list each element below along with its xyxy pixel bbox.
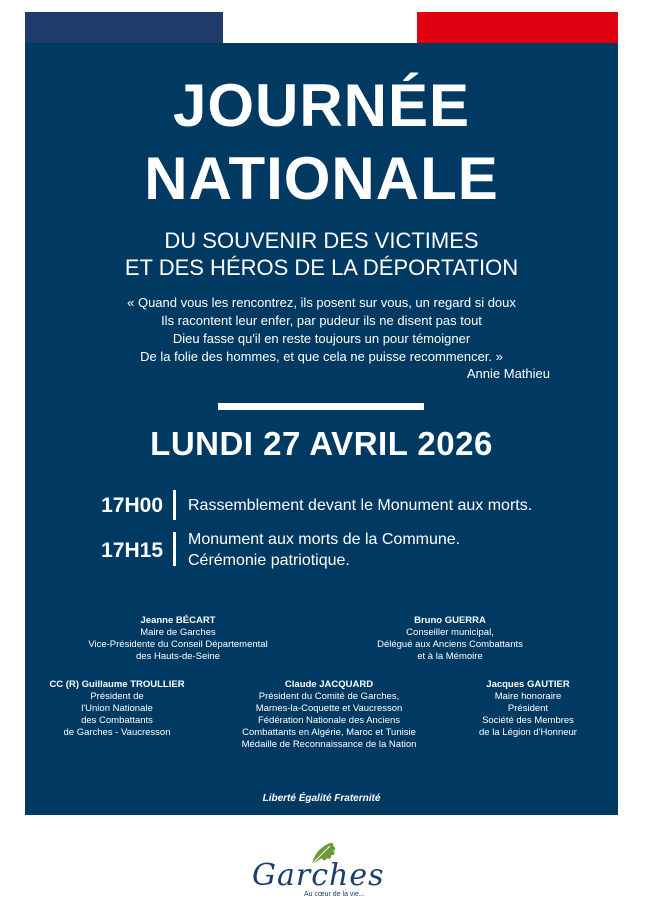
poster: [25, 12, 618, 815]
person-role: Médaille de Reconnaissance de la Nation: [241, 739, 417, 750]
person-role: Président de: [90, 691, 144, 702]
title-line-1: JOURNÉE: [172, 72, 471, 139]
person-role: Fédération Nationale des Anciens: [257, 715, 401, 726]
subtitle-line-2: ET DES HÉROS DE LA DÉPORTATION: [124, 255, 519, 280]
person-role: Marnes-la-Coquette et Vaucresson: [255, 703, 403, 714]
logo-tagline: Au cœur de la vie...: [304, 891, 365, 898]
person-name: CC (R) Guillaume TROULLIER: [49, 679, 185, 690]
person-role: et à la Mémoire: [417, 651, 483, 662]
quote-line-2: Ils racontent leur enfer, par pudeur ils ne disent pas tout: [161, 313, 482, 328]
time-separator-2: [173, 532, 176, 566]
garches-logo: [252, 840, 392, 902]
quote-line-1: « Quand vous les rencontrez, ils posent sur vous, un regard si doux: [127, 295, 516, 310]
event-description-2a: Monument aux morts de la Commune.: [188, 531, 461, 548]
person-name: Jacques GAUTIER: [486, 679, 570, 690]
flag-white-stripe: [223, 12, 417, 43]
person-name: Claude JACQUARD: [284, 679, 374, 690]
person-name: Jeanne BÉCART: [140, 615, 216, 626]
person-role: Maire honoraire: [494, 691, 562, 702]
person-role: l'Union Nationale: [81, 703, 153, 714]
subtitle-line-1: DU SOUVENIR DES VICTIMES: [164, 228, 479, 253]
person-troullier: [27, 679, 207, 739]
person-role: Président du Comité de Garches,: [258, 691, 400, 702]
person-role: des Combattants: [81, 715, 153, 726]
title-line-2: NATIONALE: [144, 145, 499, 212]
person-becart: [63, 615, 293, 663]
person-role: Maire de Garches: [140, 627, 216, 638]
divider-bar: [218, 403, 424, 410]
flag-red-stripe: [417, 12, 618, 43]
person-role: Combattants en Algérie, Maroc et Tunisie: [242, 727, 416, 738]
person-role: Délégué aux Anciens Combattants: [377, 639, 523, 650]
person-jacquard: [219, 679, 439, 751]
person-role: Président: [507, 703, 549, 714]
republic-motto: Liberté Égalité Fraternité: [262, 793, 381, 804]
person-name: Bruno GUERRA: [414, 615, 486, 626]
person-gautier: [448, 679, 608, 739]
quote-line-3: Dieu fasse qu'il en reste toujours un pour témoigner: [172, 331, 471, 346]
event-date: LUNDI 27 AVRIL 2026: [150, 425, 493, 462]
person-role: Société des Membres: [482, 715, 574, 726]
person-guerra: [350, 615, 550, 663]
time-separator-1: [173, 490, 176, 520]
person-role: des Hauts-de-Seine: [136, 651, 220, 662]
quote-line-4: De la folie des hommes, et que cela ne puisse recommencer. »: [140, 349, 503, 364]
quote-author: Annie Mathieu: [466, 366, 550, 381]
person-role: de la Légion d'Honneur: [479, 727, 577, 738]
person-role: Conseiller municipal,: [406, 627, 494, 638]
event-time-2: 17H15: [101, 539, 163, 562]
person-role: Vice-Présidente du Conseil Départemental: [88, 639, 268, 650]
event-description-1: Rassemblement devant le Monument aux morts.: [188, 497, 533, 514]
flag-blue-stripe: [25, 12, 223, 43]
event-time-1: 17H00: [101, 494, 163, 517]
logo-wordmark: Garches: [252, 858, 385, 893]
person-role: de Garches - Vaucresson: [63, 727, 171, 738]
event-description-2b: Cérémonie patriotique.: [188, 552, 350, 569]
